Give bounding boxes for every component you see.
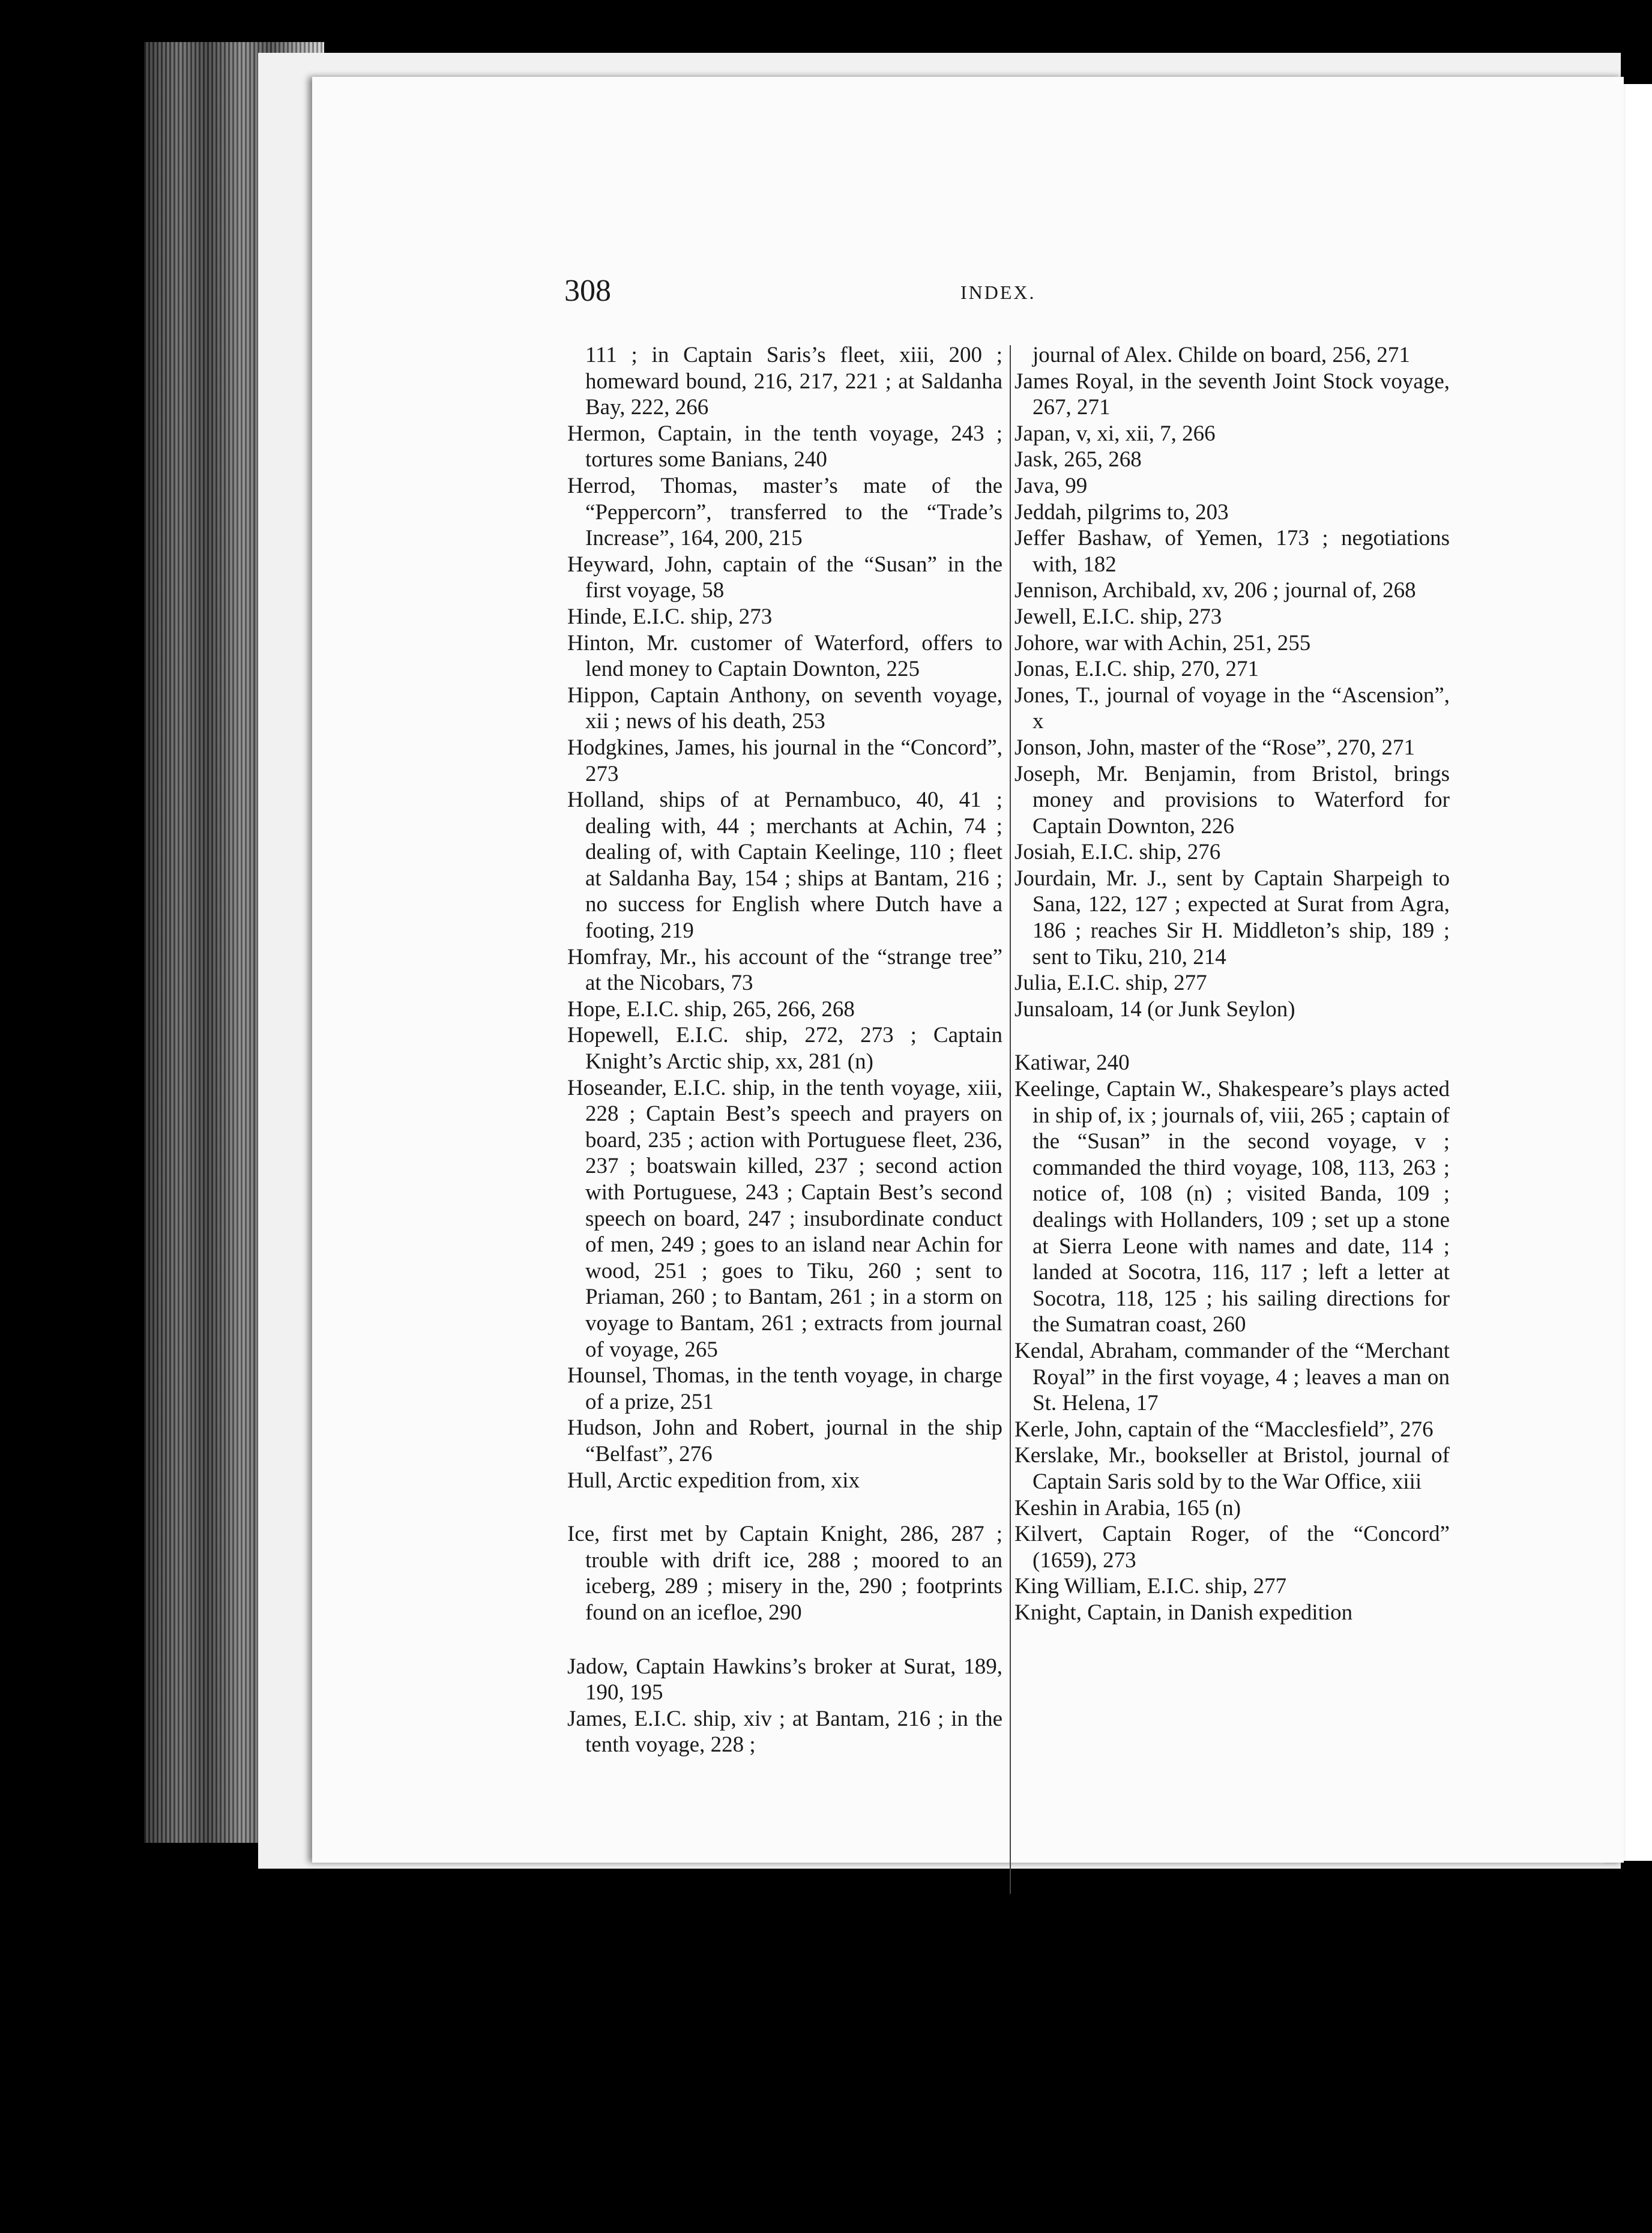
index-entry: Jeffer Bashaw, of Yemen, 173 ; negotiations with, 182	[1014, 526, 1450, 577]
section-gap	[1014, 1022, 1450, 1050]
index-entry: Jonas, E.I.C. ship, 270, 271	[1014, 657, 1259, 682]
index-entry: Keelinge, Captain W., Shakespeare’s plays acted in ship of, ix ; journals of, viii, 265 ; captain of the “Susan” in the second voyage, v ; commanded the third voyage, 108, 113, 263 ; notice of, 108 (n) ; visited Banda, 109 ; dealings with Hollanders, 109 ; set up a stone at Sierra Leone with names and date, 114 ; landed at Socotra, 116, 117 ; left a letter at Socotra, 118, 125 ; his sailing directions for the Sumatran coast, 260	[1014, 1077, 1450, 1337]
index-entry: Kerle, John, captain of the “Macclesfield”, 276	[1014, 1417, 1433, 1442]
index-entry: Hull, Arctic expedition from, xix	[567, 1468, 860, 1493]
index-entry: Hope, E.I.C. ship, 265, 266, 268	[567, 996, 855, 1022]
index-entry: Joseph, Mr. Benjamin, from Bristol, brings money and provisions to Waterford for Captain Downton, 226	[1014, 761, 1450, 839]
index-entry: Homfray, Mr., his account of the “strange tree” at the Nicobars, 73	[567, 944, 1002, 996]
page-number: 308	[564, 274, 611, 308]
index-column-left	[567, 342, 1002, 1758]
index-entry: Hippon, Captain Anthony, on seventh voyage, xii ; news of his death, 253	[567, 683, 1002, 734]
index-entry: Knight, Captain, in Danish expedition	[1014, 1600, 1353, 1625]
index-entry: Katiwar, 240	[1014, 1050, 1130, 1076]
index-entry: Herrod, Thomas, master’s mate of the “Peppercorn”, transferred to the “Trade’s Increase”, 164, 200, 215	[567, 473, 1002, 551]
index-entry: James Royal, in the seventh Joint Stock voyage, 267, 271	[1014, 369, 1450, 420]
index-entry: Hodgkines, James, his journal in the “Concord”, 273	[567, 735, 1002, 786]
index-entry: Junsaloam, 14 (or Junk Seylon)	[1014, 996, 1295, 1022]
index-entry: Hopewell, E.I.C. ship, 272, 273 ; Captain Knight’s Arctic ship, xx, 281 (n)	[567, 1023, 1002, 1074]
index-entry: Heyward, John, captain of the “Susan” in the first voyage, 58	[567, 552, 1002, 603]
running-head: INDEX.	[960, 282, 1036, 303]
index-entry: Jeddah, pilgrims to, 203	[1014, 499, 1229, 525]
index-entry: Jones, T., journal of voyage in the “Ascension”, x	[1014, 683, 1450, 734]
index-entry: Kerslake, Mr., bookseller at Bristol, journal of Captain Saris sold by to the War Office, xiii	[1014, 1443, 1450, 1494]
section-gap	[567, 1493, 1002, 1521]
index-entry: Hinde, E.I.C. ship, 273	[567, 604, 773, 629]
index-entry: Ice, first met by Captain Knight, 286, 287 ; trouble with drift ice, 288 ; moored to an iceberg, 289 ; misery in the, 290 ; footprints found on an icefloe, 290	[567, 1522, 1002, 1625]
index-entry-continued: journal of Alex. Childe on board, 256, 271	[1032, 343, 1410, 367]
index-entry: Japan, v, xi, xii, 7, 266	[1014, 421, 1216, 446]
index-entry-continued: 111 ; in Captain Saris’s fleet, xiii, 200 ; homeward bound, 216, 217, 221 ; at Saldanha Bay, 222, 266	[585, 343, 1002, 420]
index-entry: James, E.I.C. ship, xiv ; at Bantam, 216 ; in the tenth voyage, 228 ;	[567, 1706, 1002, 1758]
index-entry: Kendal, Abraham, commander of the “Merchant Royal” in the first voyage, 4 ; leaves a man on St. Helena, 17	[1014, 1338, 1450, 1416]
index-entry: Holland, ships of at Pernambuco, 40, 41 ; dealing with, 44 ; merchants at Achin, 74 ; dealing of, with Captain Keelinge, 110 ; fleet at Saldanha Bay, 154 ; ships at Bantam, 216 ; no success for English where Dutch have a footing, 219	[567, 788, 1002, 944]
page-header	[564, 273, 1285, 315]
index-entry: Jewell, E.I.C. ship, 273	[1014, 604, 1222, 629]
index-entry: Hudson, John and Robert, journal in the ship “Belfast”, 276	[567, 1415, 1002, 1466]
index-entry: Kilvert, Captain Roger, of the “Concord” (1659), 273	[1014, 1522, 1450, 1573]
index-entry: Hermon, Captain, in the tenth voyage, 243 ; tortures some Banians, 240	[567, 421, 1002, 472]
index-entry: Josiah, E.I.C. ship, 276	[1014, 840, 1221, 865]
index-entry: Keshin in Arabia, 165 (n)	[1014, 1495, 1241, 1520]
index-entry: Jask, 265, 268	[1014, 447, 1142, 472]
index-column-right	[1014, 342, 1450, 1626]
section-gap	[567, 1626, 1002, 1654]
index-entry: Java, 99	[1014, 473, 1088, 498]
index-entry: Jennison, Archibald, xv, 206 ; journal of, 268	[1014, 578, 1416, 603]
index-entry: Hoseander, E.I.C. ship, in the tenth voyage, xiii, 228 ; Captain Best’s speech and prayers on board, 235 ; action with Portuguese fleet, 236, 237 ; boatswain killed, 237 ; second action with Portuguese, 243 ; Captain Best’s second speech on board, 247 ; insubordinate conduct of men, 249 ; goes to an island near Achin for wood, 251 ; goes to Tiku, 260 ; sent to Priaman, 260 ; to Bantam, 261 ; in a storm on voyage to Bantam, 261 ; extracts from journal of voyage, 265	[567, 1075, 1002, 1362]
index-entry: King William, E.I.C. ship, 277	[1014, 1574, 1287, 1599]
index-entry: Johore, war with Achin, 251, 255	[1014, 630, 1311, 655]
index-entry: Julia, E.I.C. ship, 277	[1014, 971, 1207, 996]
index-entry: Hounsel, Thomas, in the tenth voyage, in charge of a prize, 251	[567, 1363, 1002, 1414]
index-entry: Hinton, Mr. customer of Waterford, offers to lend money to Captain Downton, 225	[567, 630, 1002, 682]
index-entry: Jonson, John, master of the “Rose”, 270, 271	[1014, 735, 1415, 760]
index-entry: Jadow, Captain Hawkins’s broker at Surat, 189, 190, 195	[567, 1654, 1002, 1705]
index-entry: Jourdain, Mr. J., sent by Captain Sharpeigh to Sana, 122, 127 ; expected at Surat from Agra, 186 ; reaches Sir H. Middleton’s ship, 189 ; sent to Tiku, 210, 214	[1014, 866, 1450, 969]
column-divider	[1010, 345, 1011, 1894]
